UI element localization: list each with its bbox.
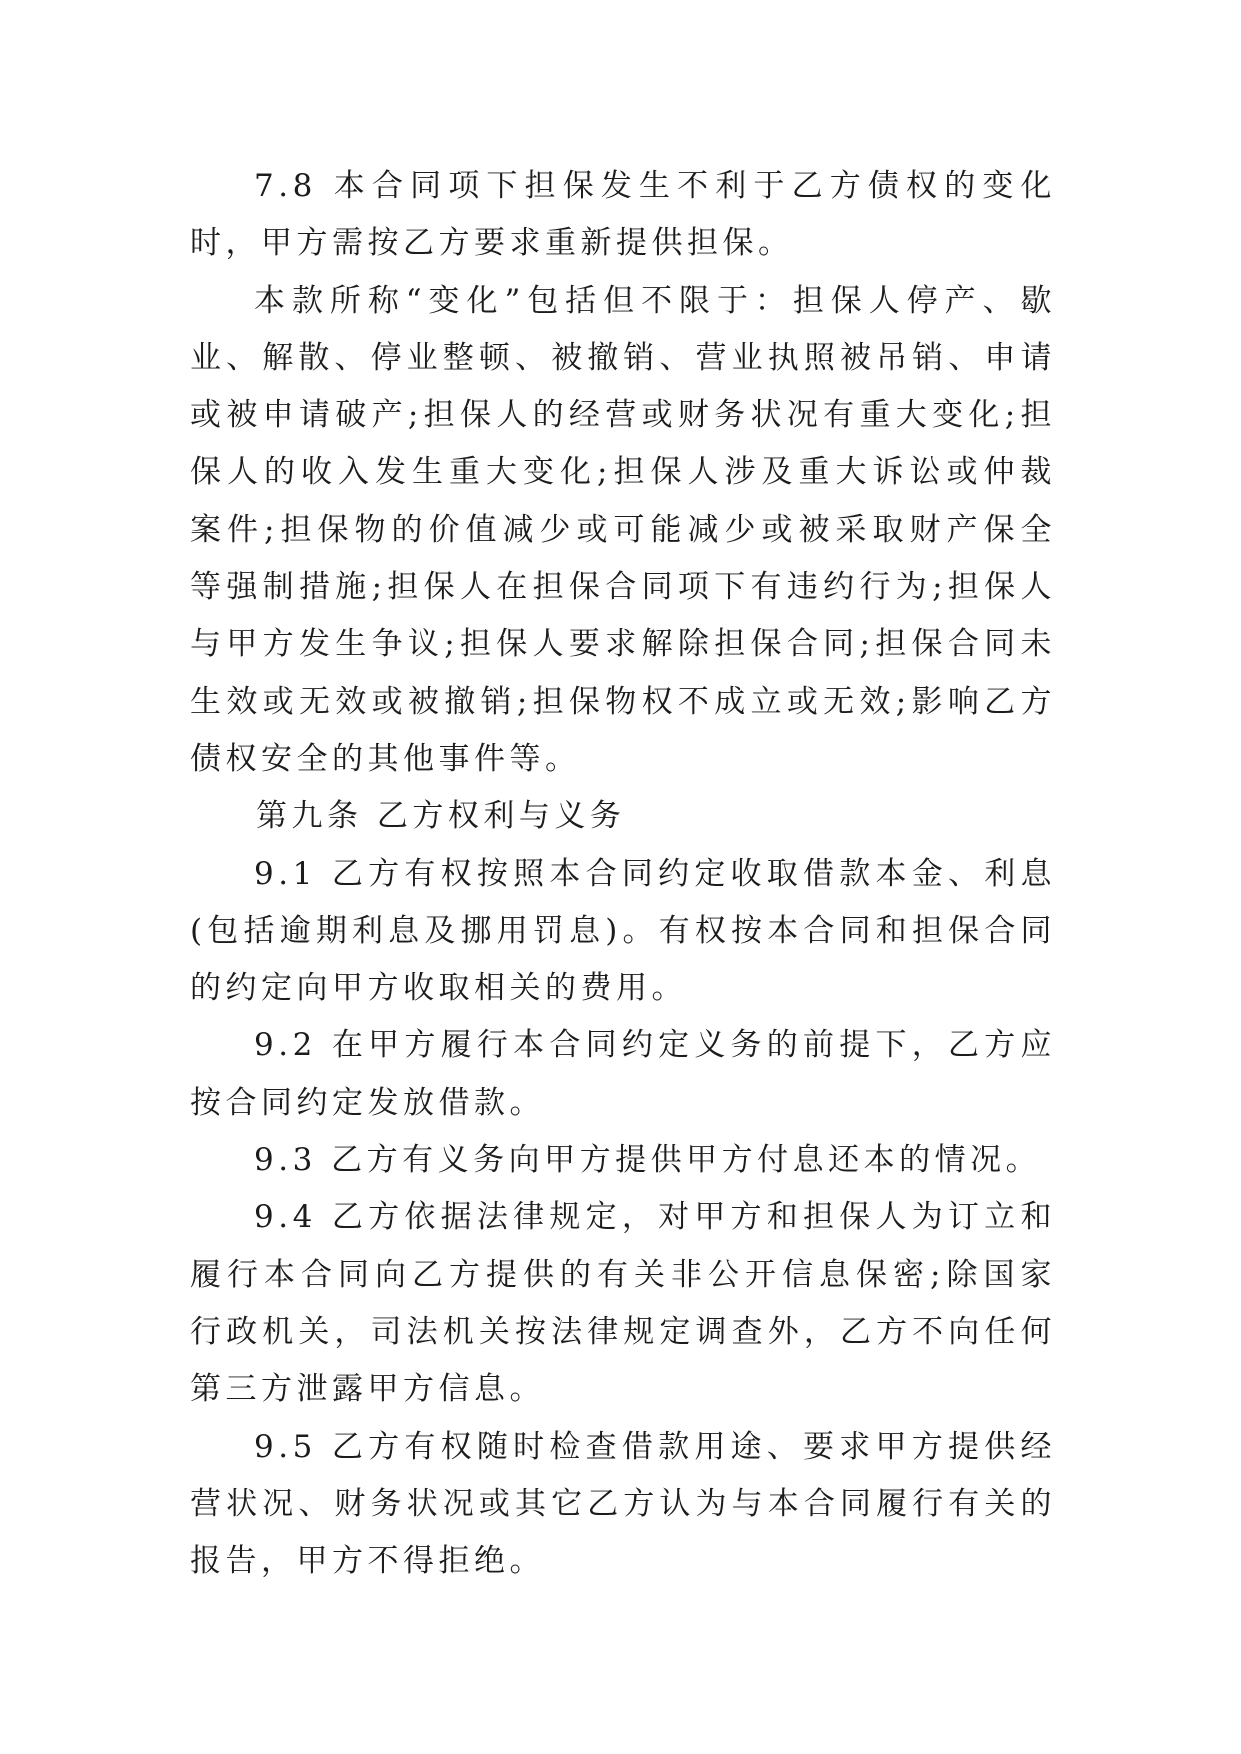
paragraph-change-definition: 本款所称“变化”包括但不限于：担保人停产、歇业、解散、停业整顿、被撤销、营业执照被吊销、申请或被申请破产;担保人的经营或财务状况有重大变化;担保人的收入发生重大变化;担保人涉及重大诉讼或仲裁案件;担保物的价值减少或可能减少或被采取财产保全等强制措施;担保人在担保合同项下有违约行为;担保人与甲方发生争议;担保人要求解除担保合同;担保合同未生效或无效或被撤销;担保物权不成立或无效;影响乙方债权安全的其他事件等。 bbox=[190, 282, 1056, 777]
paragraph-7-8: 7.8 本合同项下担保发生不利于乙方债权的变化时，甲方需按乙方要求重新提供担保。 bbox=[190, 168, 1056, 262]
paragraph-9-3: 9.3 乙方有义务向甲方提供甲方付息还本的情况。 bbox=[254, 1142, 1042, 1179]
document-body bbox=[190, 158, 1056, 1590]
paragraph-9-5: 9.5 乙方有权随时检查借款用途、要求甲方提供经营状况、财务状况或其它乙方认为与本合同履行有关的报告，甲方不得拒绝。 bbox=[190, 1428, 1056, 1580]
paragraph-9-4: 9.4 乙方依据法律规定，对甲方和担保人为订立和履行本合同向乙方提供的有关非公开信息保密;除国家行政机关，司法机关按法律规定调查外，乙方不向任何第三方泄露甲方信息。 bbox=[190, 1199, 1056, 1408]
paragraph-9-1: 9.1 乙方有权按照本合同约定收取借款本金、利息(包括逾期利息及挪用罚息)。有权按本合同和担保合同的约定向甲方收取相关的费用。 bbox=[190, 855, 1056, 1007]
paragraph-9-2: 9.2 在甲方履行本合同约定义务的前提下，乙方应按合同约定发放借款。 bbox=[190, 1027, 1056, 1121]
article-9-heading: 第九条 乙方权利与义务 bbox=[256, 798, 626, 835]
